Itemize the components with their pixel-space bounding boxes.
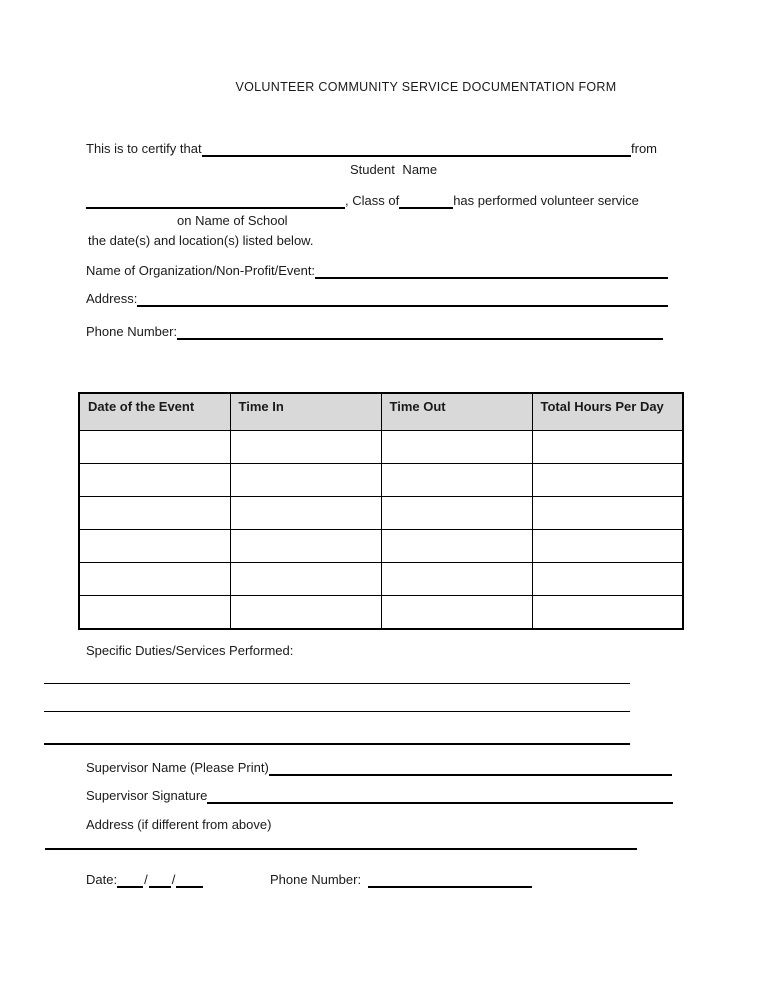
header-total-hours: Total Hours Per Day <box>532 393 683 431</box>
phone-label: Phone Number: <box>86 324 178 339</box>
hours-table-cell[interactable] <box>532 530 683 563</box>
hours-table-cell[interactable] <box>381 497 532 530</box>
hours-table-cell[interactable] <box>230 563 381 596</box>
hours-table-cell[interactable] <box>532 431 683 464</box>
from-label: from <box>631 141 657 156</box>
dates-below-text: the date(s) and location(s) listed below. <box>88 233 314 248</box>
hours-table-cell[interactable] <box>79 530 230 563</box>
hours-table-cell[interactable] <box>381 431 532 464</box>
form-title: VOLUNTEER COMMUNITY SERVICE DOCUMENTATION FORM <box>235 80 617 94</box>
organization-field[interactable] <box>315 263 668 279</box>
address-field[interactable] <box>137 291 668 307</box>
supervisor-signature-label: Supervisor Signature <box>86 788 208 803</box>
header-time-out: Time Out <box>381 393 532 431</box>
footer-phone-line <box>270 872 532 888</box>
hours-table-cell[interactable] <box>532 497 683 530</box>
date-slash-2: / <box>171 872 176 887</box>
date-year-field[interactable] <box>176 873 203 888</box>
duties-label: Specific Duties/Services Performed: <box>86 643 294 658</box>
duties-line-3[interactable] <box>44 743 630 745</box>
hours-table-cell[interactable] <box>79 497 230 530</box>
hours-table-cell[interactable] <box>532 596 683 630</box>
hours-table-header-row <box>79 393 683 431</box>
date-day-field[interactable] <box>149 873 171 888</box>
address-label: Address: <box>86 291 138 306</box>
organization-line <box>86 263 668 279</box>
class-of-label: , Class of <box>345 193 400 208</box>
hours-table-cell[interactable] <box>532 464 683 497</box>
hours-table-body <box>79 431 683 630</box>
class-of-field[interactable] <box>399 193 453 209</box>
hours-table-cell[interactable] <box>230 464 381 497</box>
student-name-caption: Student Name <box>350 162 438 177</box>
hours-table <box>78 392 684 630</box>
school-name-caption: on Name of School <box>177 213 288 228</box>
supervisor-name-label: Supervisor Name (Please Print) <box>86 760 269 775</box>
hours-table-row <box>79 596 683 630</box>
hours-table-cell[interactable] <box>381 596 532 630</box>
hours-table-cell[interactable] <box>79 596 230 630</box>
hours-table-cell[interactable] <box>230 431 381 464</box>
hours-table-cell[interactable] <box>381 563 532 596</box>
hours-table-cell[interactable] <box>532 563 683 596</box>
hours-table-cell[interactable] <box>230 497 381 530</box>
duties-line-1[interactable] <box>44 683 630 684</box>
certify-prefix-label: This is to certify that <box>86 141 202 156</box>
hours-table-cell[interactable] <box>230 596 381 630</box>
student-name-field[interactable] <box>202 141 631 157</box>
certify-line <box>86 141 657 157</box>
header-time-in: Time In <box>230 393 381 431</box>
hours-table-row <box>79 563 683 596</box>
address-line <box>86 291 668 307</box>
hours-table-row <box>79 431 683 464</box>
hours-table-cell[interactable] <box>381 530 532 563</box>
date-month-field[interactable] <box>117 873 143 888</box>
school-name-field[interactable] <box>86 193 345 209</box>
date-line <box>86 872 203 888</box>
phone-line <box>86 324 663 340</box>
header-date-of-event: Date of the Event <box>79 393 230 431</box>
supervisor-address-label: Address (if different from above) <box>86 817 272 832</box>
duties-line-2[interactable] <box>44 711 630 712</box>
date-label: Date: <box>86 872 118 887</box>
hours-table-cell[interactable] <box>79 563 230 596</box>
supervisor-name-field[interactable] <box>269 760 672 776</box>
hours-table-row <box>79 497 683 530</box>
hours-table-cell[interactable] <box>79 464 230 497</box>
supervisor-signature-line <box>86 788 673 804</box>
performed-label: has performed volunteer service <box>453 193 639 208</box>
hours-table-cell[interactable] <box>381 464 532 497</box>
hours-table-cell[interactable] <box>230 530 381 563</box>
phone-field[interactable] <box>177 324 663 340</box>
supervisor-signature-field[interactable] <box>207 788 673 804</box>
footer-phone-field[interactable] <box>368 872 532 888</box>
hours-table-row <box>79 464 683 497</box>
hours-table-row <box>79 530 683 563</box>
school-line <box>86 193 649 209</box>
supervisor-name-line <box>86 760 672 776</box>
date-slash-1: / <box>144 872 148 887</box>
organization-label: Name of Organization/Non-Profit/Event: <box>86 263 316 278</box>
footer-phone-label: Phone Number: <box>270 872 362 887</box>
hours-table-cell[interactable] <box>79 431 230 464</box>
supervisor-address-field[interactable] <box>45 848 637 850</box>
